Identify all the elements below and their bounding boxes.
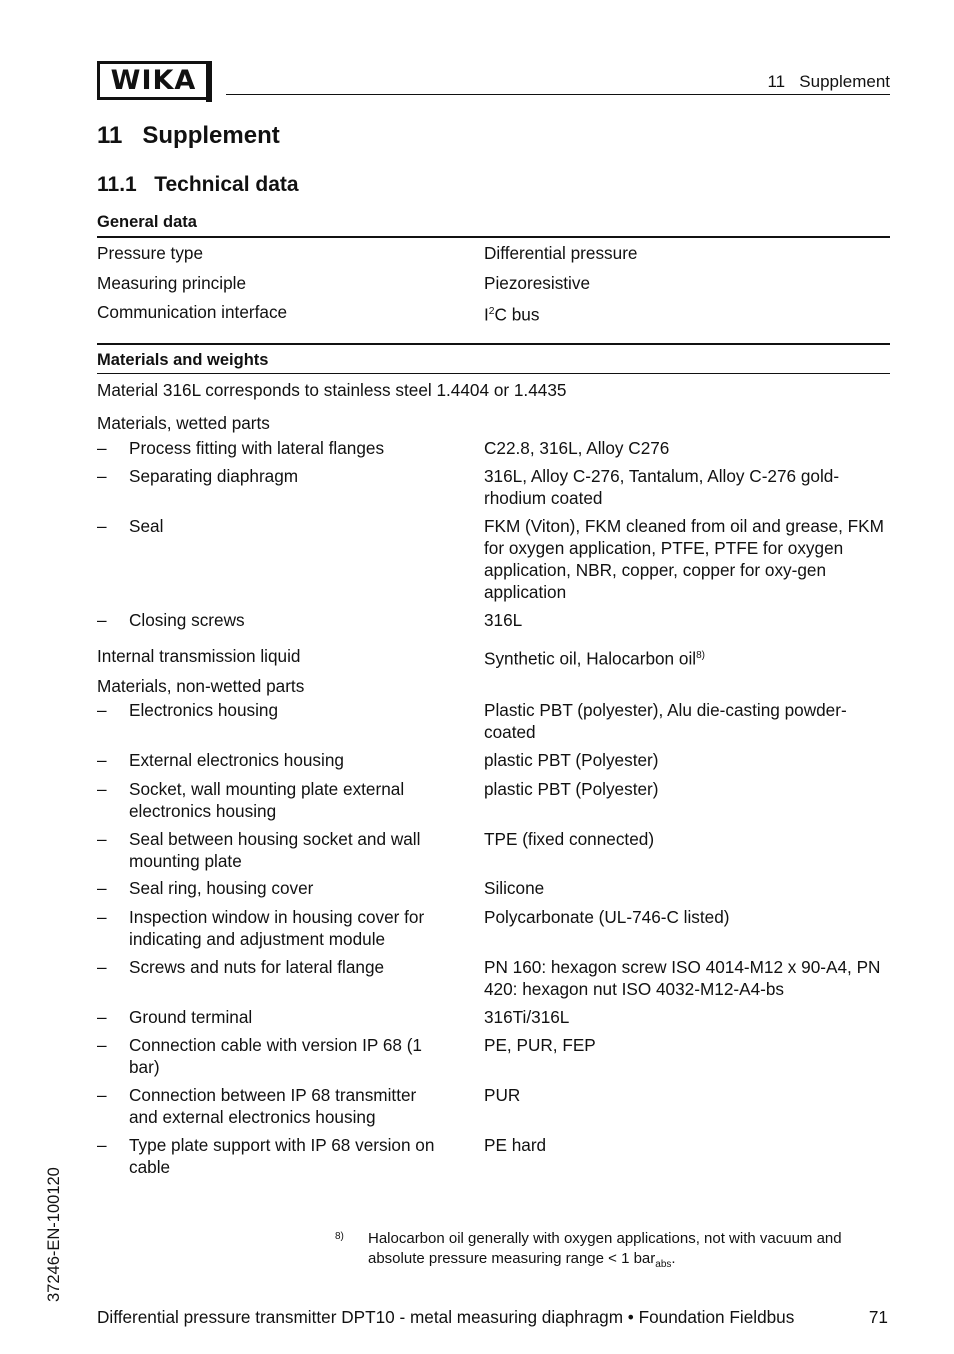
spec-value: 316L, Alloy C-276, Tantalum, Alloy C-276 gold-rhodium coated [484, 466, 840, 508]
spec-value: PE hard [484, 1135, 547, 1155]
spec-value: $I^2C$ bus [484, 304, 540, 325]
spec-value: Polycarbonate (UL-746-C listed) [484, 907, 730, 927]
spec-label: Closing screws [129, 610, 245, 630]
footnote-text: Halocarbon oil generally with oxygen applications, not with vacuum and absolute pressure measuring range < 1 bar$_{abs}$. [368, 1230, 842, 1270]
spec-label: Ground terminal [129, 1007, 253, 1027]
dash: – [97, 516, 107, 536]
non-wetted-heading: Materials, non-wetted parts [97, 676, 305, 696]
dash: – [97, 957, 107, 977]
dash: – [97, 438, 107, 458]
spec-label: Inspection window in housing cover for indicating and adjustment module [129, 907, 425, 949]
spec-value: Piezoresistive [484, 273, 591, 293]
spec-label: Process fitting with lateral flanges [129, 438, 385, 458]
spec-value: plastic PBT (Polyester) [484, 779, 659, 799]
spec-label: Measuring principle [97, 273, 247, 293]
general-data-title: General data [97, 213, 197, 231]
chapter-title: 11 Supplement [97, 122, 280, 149]
spec-value: PE, PUR, FEP [484, 1035, 596, 1055]
materials-title: Materials and weights [97, 351, 269, 369]
spec-label: Seal between housing socket and wall mounting plate [129, 829, 421, 871]
dash: – [97, 1035, 107, 1055]
spec-label: Screws and nuts for lateral flange [129, 957, 385, 977]
spec-value: PUR [484, 1085, 521, 1105]
footnote-mark: 8) [335, 1231, 344, 1242]
dash: – [97, 610, 107, 630]
spec-label: Socket, wall mounting plate external electronics housing [129, 779, 405, 821]
spec-value: 316Ti/316L [484, 1007, 570, 1027]
materials-rule [97, 373, 890, 374]
dash: – [97, 907, 107, 927]
dash: – [97, 466, 107, 486]
section-title: 11.1 Technical data [97, 173, 299, 196]
material-note: Material 316L corresponds to stainless steel 1.4404 or 1.4435 [97, 380, 567, 400]
spec-label: Internal transmission liquid [97, 646, 301, 666]
dash: – [97, 1135, 107, 1155]
dash: – [97, 1085, 107, 1105]
page-number: 71 [868, 1307, 888, 1327]
spec-value: 316L [484, 610, 523, 630]
spec-label: Connection between IP 68 transmitter and external electronics housing [129, 1085, 417, 1127]
header-rule [226, 94, 890, 95]
spec-label: Type plate support with IP 68 version on cable [129, 1135, 435, 1177]
running-header: 11 Supplement [767, 72, 890, 91]
spec-label: Pressure type [97, 243, 204, 263]
dash: – [97, 878, 107, 898]
logo-bar [206, 61, 212, 102]
spec-label: Connection cable with version IP 68 (1 bar) [129, 1035, 422, 1077]
spec-label: Communication interface [97, 302, 288, 322]
document-code: 37246-EN-100120 [45, 1167, 63, 1302]
dash: – [97, 750, 107, 770]
spec-label: Separating diaphragm [129, 466, 299, 486]
spec-value: PN 160: hexagon screw ISO 4014-M12 x 90-A4, PN 420: hexagon nut ISO 4032-M12-A4-bs [484, 957, 881, 999]
spec-value: Plastic PBT (polyester), Alu die-casting powder-coated [484, 700, 847, 742]
spec-value: Synthetic oil, Halocarbon oil$^{8)}$ [484, 648, 705, 669]
dash: – [97, 779, 107, 799]
spec-label: Seal ring, housing cover [129, 878, 314, 898]
logo-text: WIKA [110, 65, 197, 96]
footnote-ref: 8) [696, 650, 705, 661]
spec-value: FKM (Viton), FKM cleaned from oil and grease, FKM for oxygen application, PTFE, PTFE for oxygen application, NBR, copper, copper for oxy-gen application [484, 516, 884, 602]
dash: – [97, 829, 107, 849]
wika-logo [97, 61, 210, 100]
spec-value: Differential pressure [484, 243, 638, 263]
materials-top-rule [97, 343, 890, 345]
spec-value: C22.8, 316L, Alloy C276 [484, 438, 670, 458]
spec-label: External electronics housing [129, 750, 344, 770]
dash: – [97, 700, 107, 720]
general-data-rule [97, 236, 890, 238]
spec-value: Silicone [484, 878, 545, 898]
dash: – [97, 1007, 107, 1027]
wetted-heading: Materials, wetted parts [97, 413, 270, 433]
spec-value: TPE (fixed connected) [484, 829, 655, 849]
footer-text: Differential pressure transmitter DPT10 - metal measuring diaphragm • Foundation Fieldbus [97, 1307, 795, 1327]
spec-value: plastic PBT (Polyester) [484, 750, 659, 770]
spec-label: Electronics housing [129, 700, 279, 720]
spec-label: Seal [129, 516, 164, 536]
